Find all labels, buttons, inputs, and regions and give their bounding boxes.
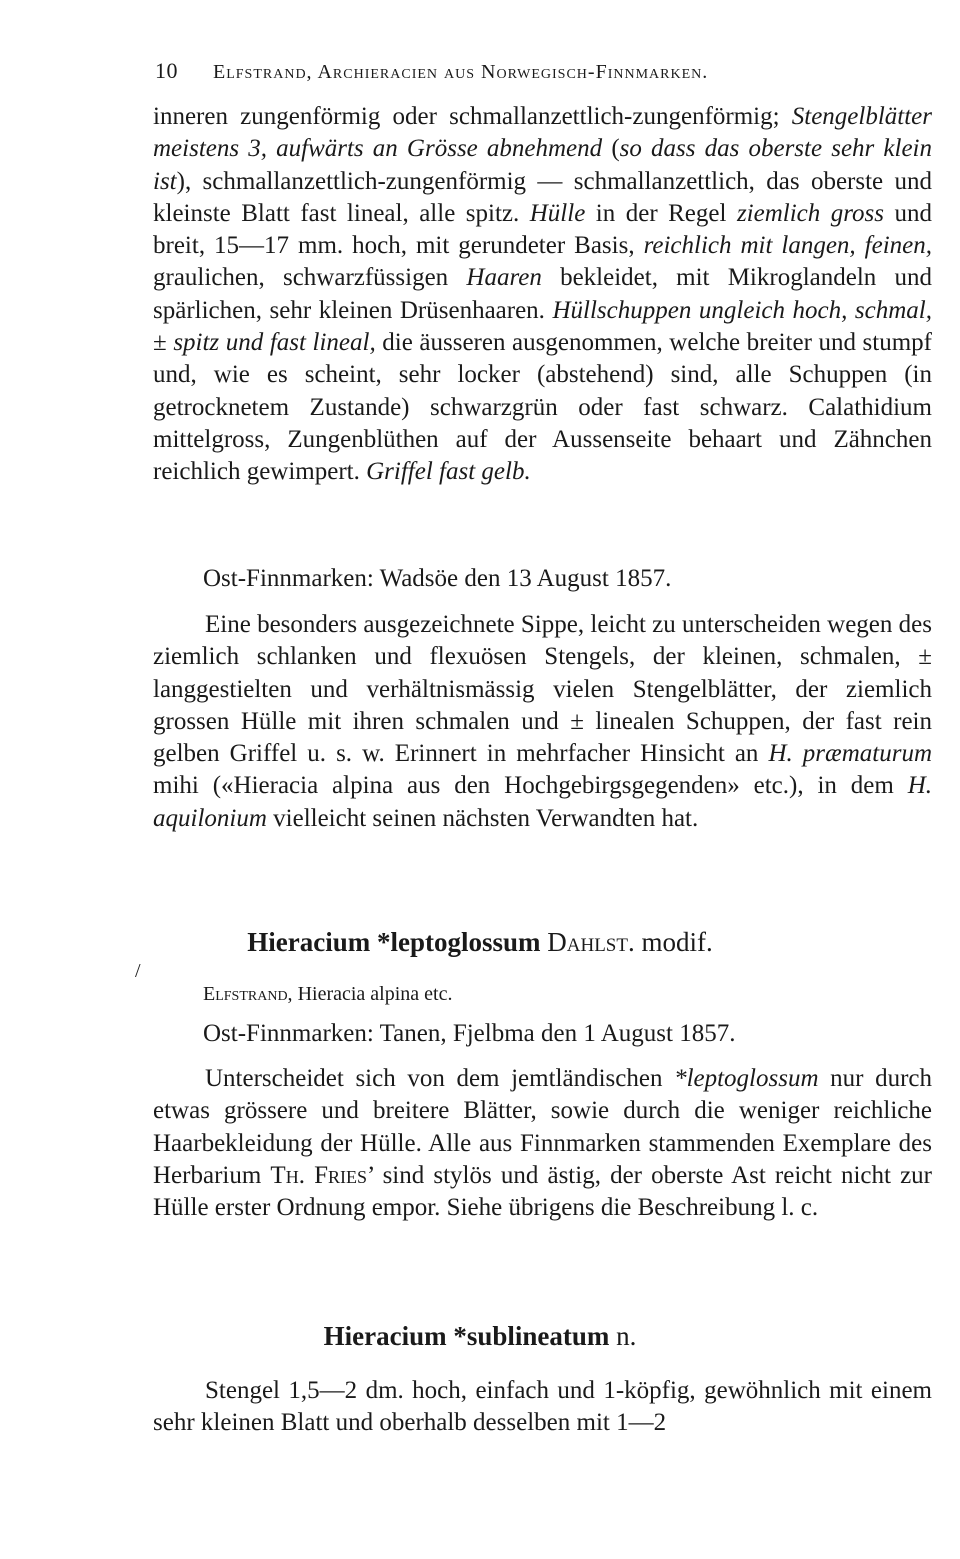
locality-line: Ost-Finnmarken: Wadsöe den 13 August 1857.: [203, 565, 672, 592]
text-run: inneren zungenförmig oder schmallanzettlich-zungenförmig;: [153, 103, 792, 130]
description-paragraph: [153, 1375, 932, 1440]
text-run: ±: [153, 329, 174, 357]
text-run: die äusseren ausgenommen, welche breiter und stumpf und, wie es scheint, sehr locker (abstehend) sind, alle Schuppen (in getrocknetem Zustande) schwarzgrün oder fast schwarz. Calathidium mittelgross, Zungenblüthen auf der Aussenseite behaart und Zähnchen reichlich gewimpert.: [153, 329, 932, 486]
text-run: graulichen, schwarzfüssigen: [153, 264, 467, 292]
running-header: [155, 58, 895, 84]
text-run: Eine besonders ausgezeichnete Sippe, leicht zu unterscheiden wegen des ziemlich schlanken und flexuösen Stengels, der kleinen, schmalen, ± langgestielten und verhältnismässig vielen Stengelblätter, der ziemlich grossen Hülle mit ihren schmalen und ± linealen Schuppen, der fast rein gelben Griffel u. s. w. Erinnert in mehrfacher Hinsicht an: [153, 611, 932, 768]
taxon-author: n.: [616, 1321, 637, 1351]
page-number: 10: [155, 58, 178, 83]
text-run: (: [602, 135, 620, 163]
italic-run: Hüllschuppen ungleich hoch, schmal,: [552, 296, 932, 324]
italic-run: reichlich mit langen, feinen,: [643, 232, 933, 260]
margin-mark: /: [135, 960, 141, 982]
description-paragraph: [153, 101, 932, 489]
reference-author: Elfstrand,: [203, 983, 293, 1005]
text-run: bekleidet, mit Mikroglandeln und spärlichen, sehr kleinen Drüsenhaaren.: [153, 264, 932, 324]
running-title: Elfstrand, Archieracien aus Norwegisch-Finnmarken.: [213, 61, 709, 83]
italic-run: Haaren: [466, 264, 542, 292]
text-run: ’ sind stylös und ästig, der oberste Ast reicht nicht zur Hülle erster Ordnung empor. Siehe übrigens die Beschreibung l. c.: [153, 1161, 932, 1222]
italic-run: spitz und fast lineal,: [173, 329, 376, 357]
text-run: in der Regel: [585, 199, 737, 227]
section-heading: [0, 1321, 960, 1352]
text-run: nur durch etwas grössere und breitere Blätter, sowie durch die weniger reichliche Haarbekleidung der Hülle. Alle aus Finnmarken stammenden Exemplare des Herbarium: [153, 1065, 932, 1189]
text-run: Unterscheidet sich von dem jemtländischen: [205, 1065, 675, 1092]
taxon-author: Dahlst.: [547, 927, 635, 957]
text-run: mihi («Hieracia alpina aus den Hochgebirgsgegenden» etc.), in dem: [153, 772, 908, 800]
discussion-paragraph: [153, 1063, 932, 1224]
italic-run: Stengelblätter meistens 3, aufwärts an Grösse abnehmend: [153, 103, 932, 163]
text-run: und breit, 15—17 mm. hoch, mit gerundeter Basis,: [153, 199, 933, 260]
locality-line: Ost-Finnmarken: Tanen, Fjelbma den 1 August 1857.: [203, 1020, 736, 1047]
text-run: Stengel 1,5—2 dm. hoch, einfach und 1-köpfig, gewöhnlich mit einem sehr kleinen Blatt und oberhalb desselben mit 1—2: [153, 1377, 932, 1437]
reference-title: Hieracia alpina etc.: [297, 983, 453, 1005]
discussion-paragraph: [153, 609, 932, 835]
taxon-modifier: modif.: [641, 927, 713, 957]
section-heading: [0, 927, 960, 958]
taxon-name: Hieracium *leptoglossum: [247, 927, 541, 957]
italic-run: ziemlich gross: [736, 199, 885, 227]
italic-run: so dass das oberste sehr klein ist: [153, 135, 932, 195]
italic-run: H. præmaturum: [768, 740, 932, 768]
italic-run: Hülle: [529, 199, 586, 227]
literature-reference: [203, 983, 452, 1006]
text-run: vielleicht seinen nächsten Verwandten hat.: [266, 804, 699, 832]
taxon-name: Hieracium *sublineatum: [323, 1321, 610, 1351]
smallcaps-run: Th. Fries: [270, 1161, 367, 1189]
text-run: ), schmallanzettlich-zungenförmig — schmallanzettlich, das oberste und kleinste Blatt fast lineal, alle spitz.: [153, 167, 932, 227]
italic-run: *leptoglossum: [674, 1065, 819, 1092]
italic-run: Griffel fast gelb.: [366, 458, 531, 486]
italic-run: H. aquilonium: [153, 772, 932, 832]
